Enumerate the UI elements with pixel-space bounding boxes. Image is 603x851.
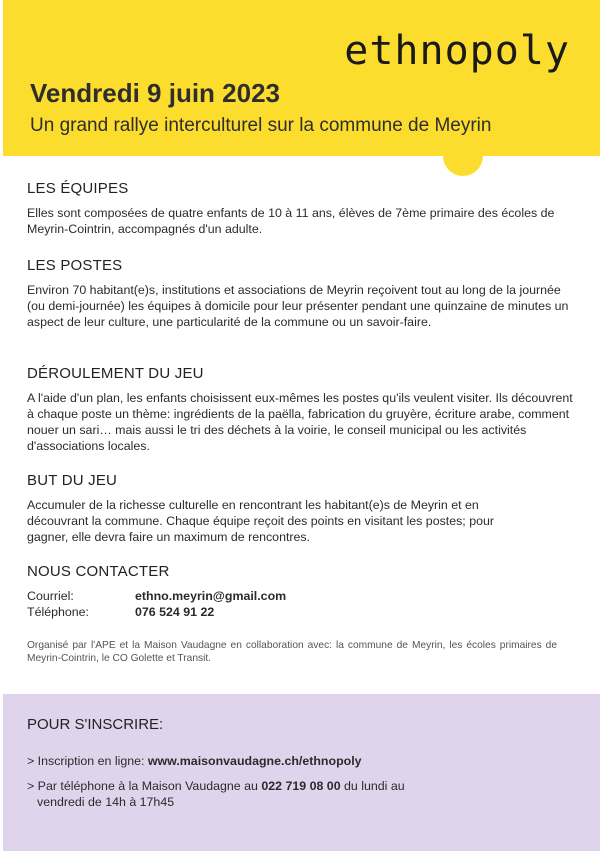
section-deroulement — [27, 365, 577, 454]
ethnopoly-logo: ethnopoly — [344, 28, 570, 74]
header-banner — [3, 0, 600, 156]
phone-label: Téléphone: — [27, 605, 90, 619]
section-text: Environ 70 habitant(e)s, institutions et associations de Meyrin reçoivent tout au long de la journée (ou demi-journée) les équipes à domicile pour leur présenter pendant une quinzaine de minutes un aspect de leur culture, une particularité de la commune ou un savoir-faire. — [27, 283, 569, 329]
phone-registration-line — [27, 778, 507, 810]
section-heading: BUT DU JEU — [27, 472, 118, 489]
section-heading: LES ÉQUIPES — [27, 180, 129, 197]
online-prefix: > Inscription en ligne: — [27, 754, 148, 768]
phone-hours: vendredi de 14h à 17h45 — [37, 795, 175, 809]
section-text: Accumuler de la richesse culturelle en rencontrant les habitant(e)s de Meyrin et en découvrant la commune. Chaque équipe reçoit des points en visitant les postes; pour gagner, elle devra faire un maximum de rencontres. — [27, 498, 494, 544]
phone-prefix: > Par téléphone à la Maison Vaudagne au — [27, 779, 262, 793]
section-text: Elles sont composées de quatre enfants de 10 à 11 ans, élèves de 7ème primaire des écoles de Meyrin-Cointrin, accompagnés d'un adulte. — [27, 206, 555, 236]
credits-text: Organisé par l'APE et la Maison Vaudagne en collaboration avec: la commune de Meyrin, les écoles primaires de Meyrin-Cointrin, le CO Golette et Transit. — [27, 640, 557, 664]
section-text: A l'aide d'un plan, les enfants choisissent eux-mêmes les postes qu'ils veulent visiter. Ils découvrent à chaque poste un thème: ingrédients de la paëlla, fabrication du gruyère, écriture arabe, comment nouer un sari… mais aussi le tri des déchets à la voirie, le conseil municipal ou les activités d'associations locales. — [27, 391, 573, 453]
phone-value[interactable]: 076 524 91 22 — [135, 605, 215, 619]
registration-link[interactable]: www.maisonvaudagne.ch/ethnopoly — [147, 754, 362, 768]
registration-phone[interactable]: 022 719 08 00 — [261, 779, 341, 793]
email-value[interactable]: ethno.meyrin@gmail.com — [135, 589, 287, 603]
section-postes — [27, 257, 577, 330]
email-label: Courriel: — [27, 589, 74, 603]
page-title: Vendredi 9 juin 2023 — [30, 78, 280, 108]
page-subtitle: Un grand rallye interculturel sur la commune de Meyrin — [30, 115, 492, 136]
footer-registration — [3, 694, 600, 851]
section-contact — [27, 563, 577, 620]
contact-email-row — [27, 588, 577, 604]
contact-phone-row — [27, 604, 577, 620]
section-heading: DÉROULEMENT DU JEU — [27, 365, 204, 382]
section-equipes — [27, 180, 577, 237]
decorative-dot — [443, 136, 483, 176]
section-heading: LES POSTES — [27, 257, 123, 274]
section-heading: NOUS CONTACTER — [27, 563, 170, 580]
online-registration-line — [27, 753, 507, 769]
section-but — [27, 472, 537, 545]
phone-suffix: du lundi au — [340, 779, 405, 793]
footer-heading: POUR S'INSCRIRE: — [27, 716, 164, 733]
